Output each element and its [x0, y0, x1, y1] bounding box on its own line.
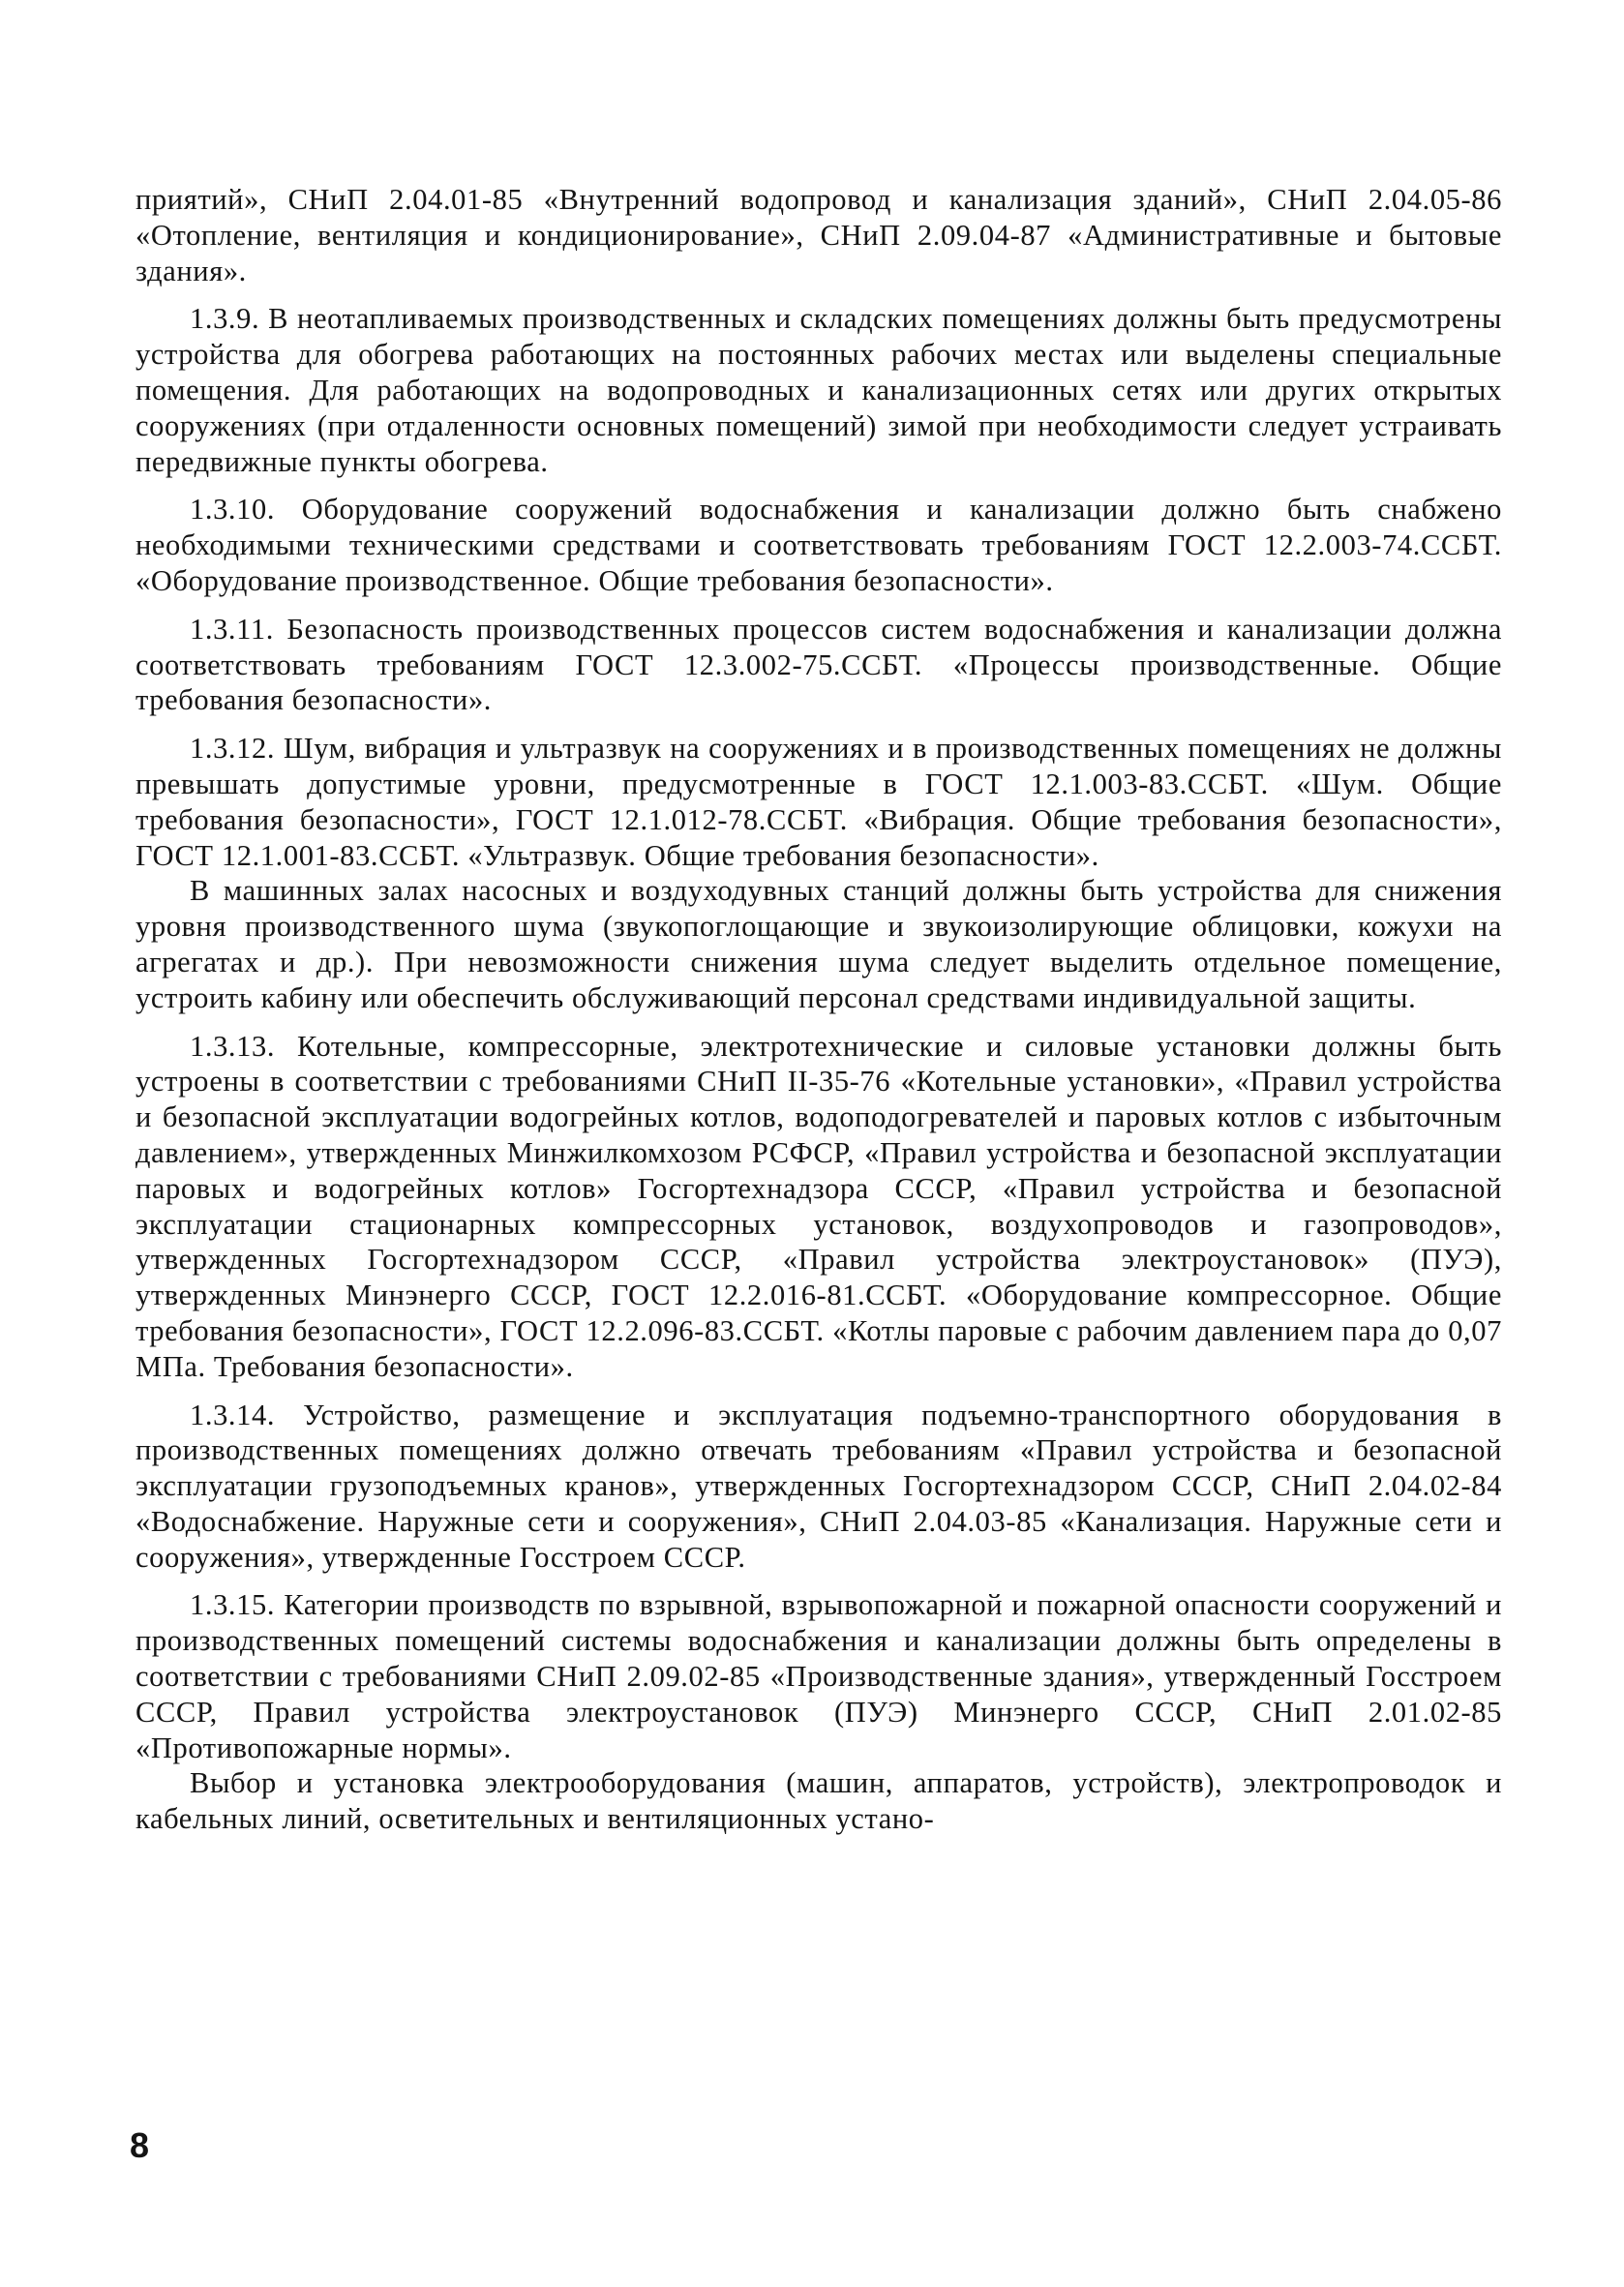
paragraph-machine-halls: В машинных залах насосных и воздуходувных станций должны быть устройства для снижения уровня производственного шума (звукопоглощающие и звукоизолирующие облицовки, кожухи на агрегатах и др.). При невозможности снижения шума следует выделить отдельное помещение, устроить кабину или обеспечить обслуживающий персонал средствами индивидуальной защиты.: [135, 874, 1502, 1014]
paragraph-1-3-9: 1.3.9. В неотапливаемых производственных и складских помещениях должны быть предусмотрены устройства для обогрева работающих на постоянных рабочих местах или выделены специальные помещения. Для работающих на водопроводных и канализационных сетях или других открытых сооружениях (при отдаленности основных помещений) зимой при необходимости следует устраивать передвижные пункты обогрева.: [135, 302, 1502, 478]
paragraph-1-3-14: 1.3.14. Устройство, размещение и эксплуатация подъемно-транспортного оборудования в производственных помещениях должно отвечать требованиям «Правил устройства и безопасной эксплуатации грузоподъемных кранов», утвержденных Госгортехнадзором СССР, СНиП 2.04.02-84 «Водоснабжение. Наружные сети и сооружения», СНиП 2.04.03-85 «Канализация. Наружные сети и сооружения», утвержденные Госстроем СССР.: [135, 1398, 1502, 1574]
paragraph-1-3-13: 1.3.13. Котельные, компрессорные, электротехнические и силовые установки должны быть устроены в соответствии с требованиями СНиП II-35-76 «Котельные установки», «Правил устройства и безопасной эксплуатации водогрейных котлов, водоподогревателей и паровых котлов с избыточным давлением», утвержденных Минжилкомхозом РСФСР, «Правил устройства и безопасной эксплуатации паровых и водогрейных котлов» Госгортехнадзора СССР, «Правил устройства и безопасной эксплуатации стационарных компрессорных установок, воздухопроводов и газопроводов», утвержденных Госгортехнадзором СССР, «Правил устройства электроустановок» (ПУЭ), утвержденных Минэнерго СССР, ГОСТ 12.2.016-81.ССБТ. «Оборудование компрессорное. Общие требования безопасности», ГОСТ 12.2.096-83.ССБТ. «Котлы паровые с рабочим давлением пара до 0,07 МПа. Требования безопасности».: [135, 1029, 1502, 1383]
paragraph-1-3-12: 1.3.12. Шум, вибрация и ультразвук на сооружениях и в производственных помещениях не должны превышать допустимые уровни, предусмотренные в ГОСТ 12.1.003-83.ССБТ. «Шум. Общие требования безопасности», ГОСТ 12.1.012-78.ССБТ. «Вибрация. Общие требования безопасности», ГОСТ 12.1.001-83.ССБТ. «Ультразвук. Общие требования безопасности».: [135, 732, 1502, 872]
paragraph-1-3-10: 1.3.10. Оборудование сооружений водоснабжения и канализации должно быть снабжено необходимыми техническими средствами и соответствовать требованиям ГОСТ 12.2.003-74.ССБТ. «Оборудование производственное. Общие требования безопасности».: [135, 493, 1502, 597]
paragraph-1-3-11: 1.3.11. Безопасность производственных процессов систем водоснабжения и канализации должна соответствовать требованиям ГОСТ 12.3.002-75.ССБТ. «Процессы производственные. Общие требования безопасности».: [135, 612, 1502, 717]
page-number: 8: [130, 2125, 150, 2165]
page-body: [135, 182, 1502, 2195]
paragraph-1-3-15: 1.3.15. Категории производств по взрывной, взрывопожарной и пожарной опасности сооружений и производственных помещений системы водоснабжения и канализации должны быть определены в соответствии с требованиями СНиП 2.09.02-85 «Производственные здания», утвержденный Госстроем СССР, Правил устройства электроустановок (ПУЭ) Минэнерго СССР, СНиП 2.01.02-85 «Противопожарные нормы».: [135, 1588, 1502, 1764]
paragraph-continuation: приятий», СНиП 2.04.01-85 «Внутренний водопровод и канализация зданий», СНиП 2.04.05-86 «Отопление, вентиляция и кондиционирование», СНиП 2.09.04-87 «Административные и бытовые здания».: [135, 183, 1502, 287]
paragraph-electrical-equipment: Выбор и установка электрооборудования (машин, аппаратов, устройств), электропроводок и кабельных линий, осветительных и вентиляционных устано-: [135, 1766, 1502, 1836]
